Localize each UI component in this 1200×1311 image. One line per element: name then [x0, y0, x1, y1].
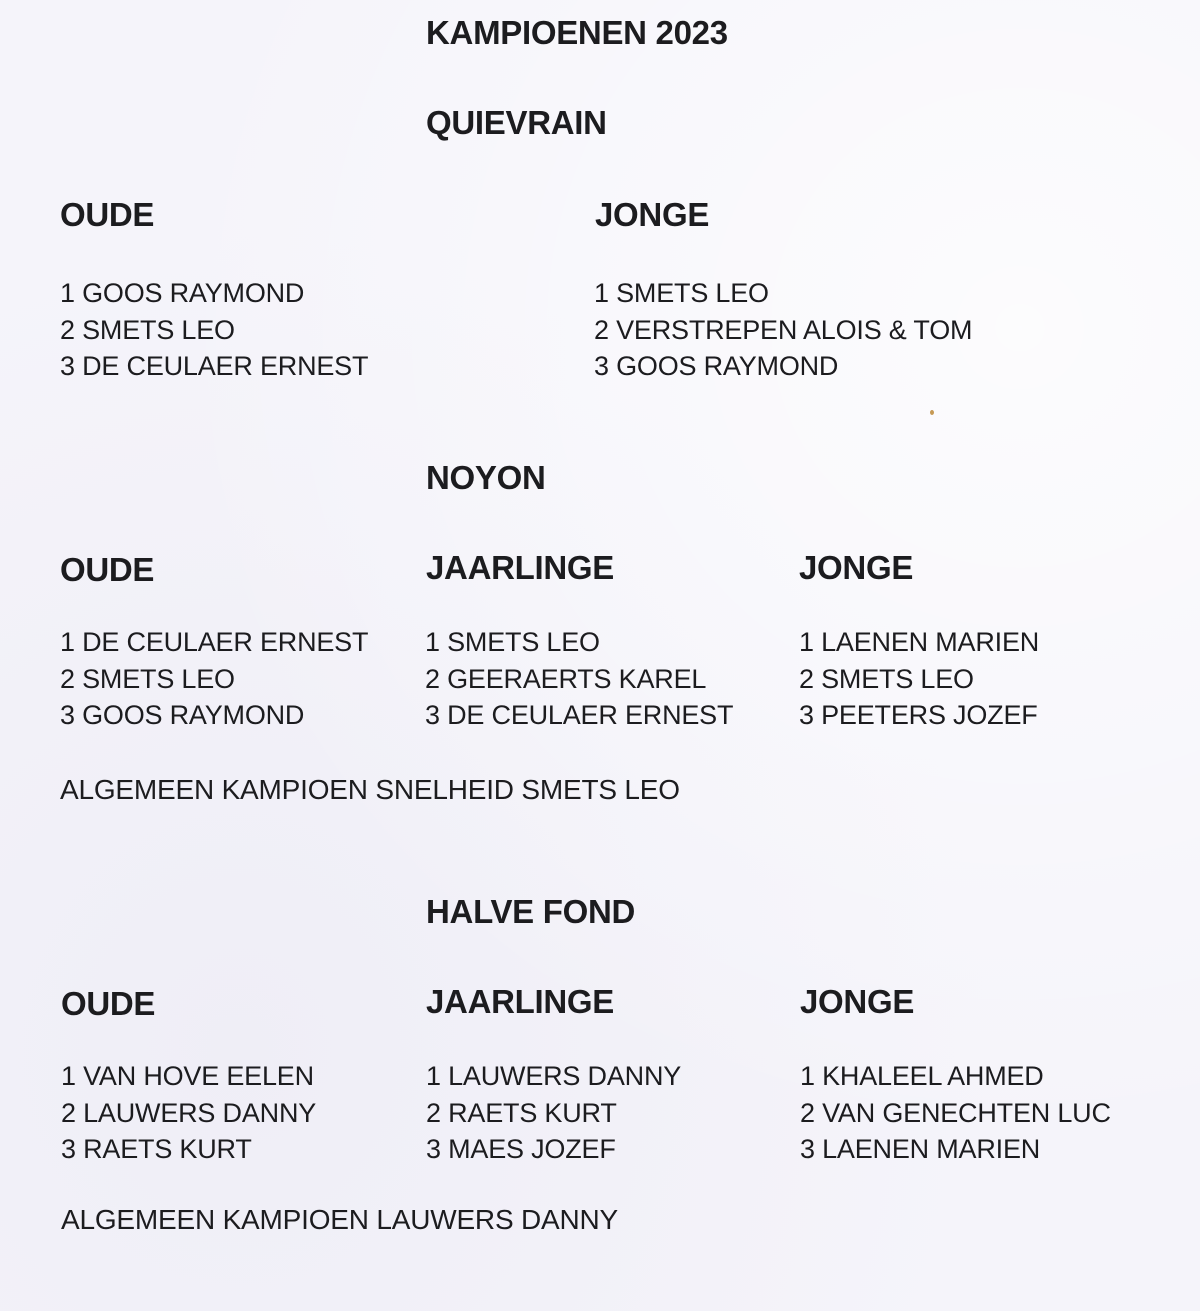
noyon-jonge-heading: JONGE — [799, 549, 914, 586]
list-item: 1 KHALEEL AHMED — [800, 1061, 1044, 1091]
list-item: 3 GOOS RAYMOND — [60, 700, 305, 730]
list-item: 3 DE CEULAER ERNEST — [60, 351, 369, 381]
list-item: 2 VAN GENECHTEN LUC — [800, 1097, 1111, 1128]
list-item: 3 RAETS KURT — [61, 1134, 252, 1164]
list-item: 3 PEETERS JOZEF — [799, 700, 1038, 730]
noyon-oude-heading: OUDE — [60, 551, 155, 588]
list-item: 2 SMETS LEO — [799, 663, 974, 694]
paper-speck — [930, 410, 934, 415]
list-item: 2 SMETS LEO — [60, 314, 235, 345]
halve-fond-jonge-list — [800, 1058, 1111, 1168]
list-item: 2 GEERAERTS KAREL — [425, 663, 707, 694]
list-item: 2 RAETS KURT — [426, 1097, 617, 1128]
list-item: 1 LAENEN MARIEN — [799, 627, 1040, 657]
halve-fond-jaarlinge-heading: JAARLINGE — [426, 983, 614, 1020]
quievrain-oude-list — [60, 275, 368, 385]
list-item: 3 GOOS RAYMOND — [594, 351, 839, 381]
halve-fond-jonge-heading: JONGE — [800, 983, 915, 1020]
page-title: KAMPIOENEN 2023 — [426, 14, 728, 51]
list-item: 1 SMETS LEO — [594, 278, 769, 308]
list-item: 3 DE CEULAER ERNEST — [425, 700, 734, 730]
halve-fond-oude-heading: OUDE — [61, 985, 156, 1022]
section-heading-quievrain: QUIEVRAIN — [426, 104, 607, 141]
quievrain-jonge-list — [594, 275, 972, 385]
quievrain-jonge-heading: JONGE — [595, 196, 710, 233]
list-item: 2 LAUWERS DANNY — [61, 1097, 317, 1128]
halve-fond-general-champion: ALGEMEEN KAMPIOEN LAUWERS DANNY — [61, 1204, 619, 1235]
list-item: 1 DE CEULAER ERNEST — [60, 627, 369, 657]
list-item: 1 VAN HOVE EELEN — [61, 1061, 314, 1091]
list-item: 2 VERSTREPEN ALOIS & TOM — [594, 314, 973, 345]
list-item: 1 SMETS LEO — [425, 627, 600, 657]
noyon-oude-list — [60, 624, 368, 734]
noyon-general-champion: ALGEMEEN KAMPIOEN SNELHEID SMETS LEO — [60, 774, 680, 805]
list-item: 3 LAENEN MARIEN — [800, 1134, 1041, 1164]
section-heading-noyon: NOYON — [426, 459, 546, 496]
halve-fond-jaarlinge-list — [426, 1058, 681, 1168]
list-item: 1 GOOS RAYMOND — [60, 278, 305, 308]
section-heading-halve-fond: HALVE FOND — [426, 893, 636, 930]
noyon-jaarlinge-heading: JAARLINGE — [426, 549, 614, 586]
halve-fond-oude-list — [61, 1058, 316, 1168]
noyon-jaarlinge-list — [425, 624, 733, 734]
quievrain-oude-heading: OUDE — [60, 196, 155, 233]
noyon-jonge-list — [799, 624, 1039, 734]
list-item: 1 LAUWERS DANNY — [426, 1061, 682, 1091]
list-item: 2 SMETS LEO — [60, 663, 235, 694]
list-item: 3 MAES JOZEF — [426, 1134, 616, 1164]
